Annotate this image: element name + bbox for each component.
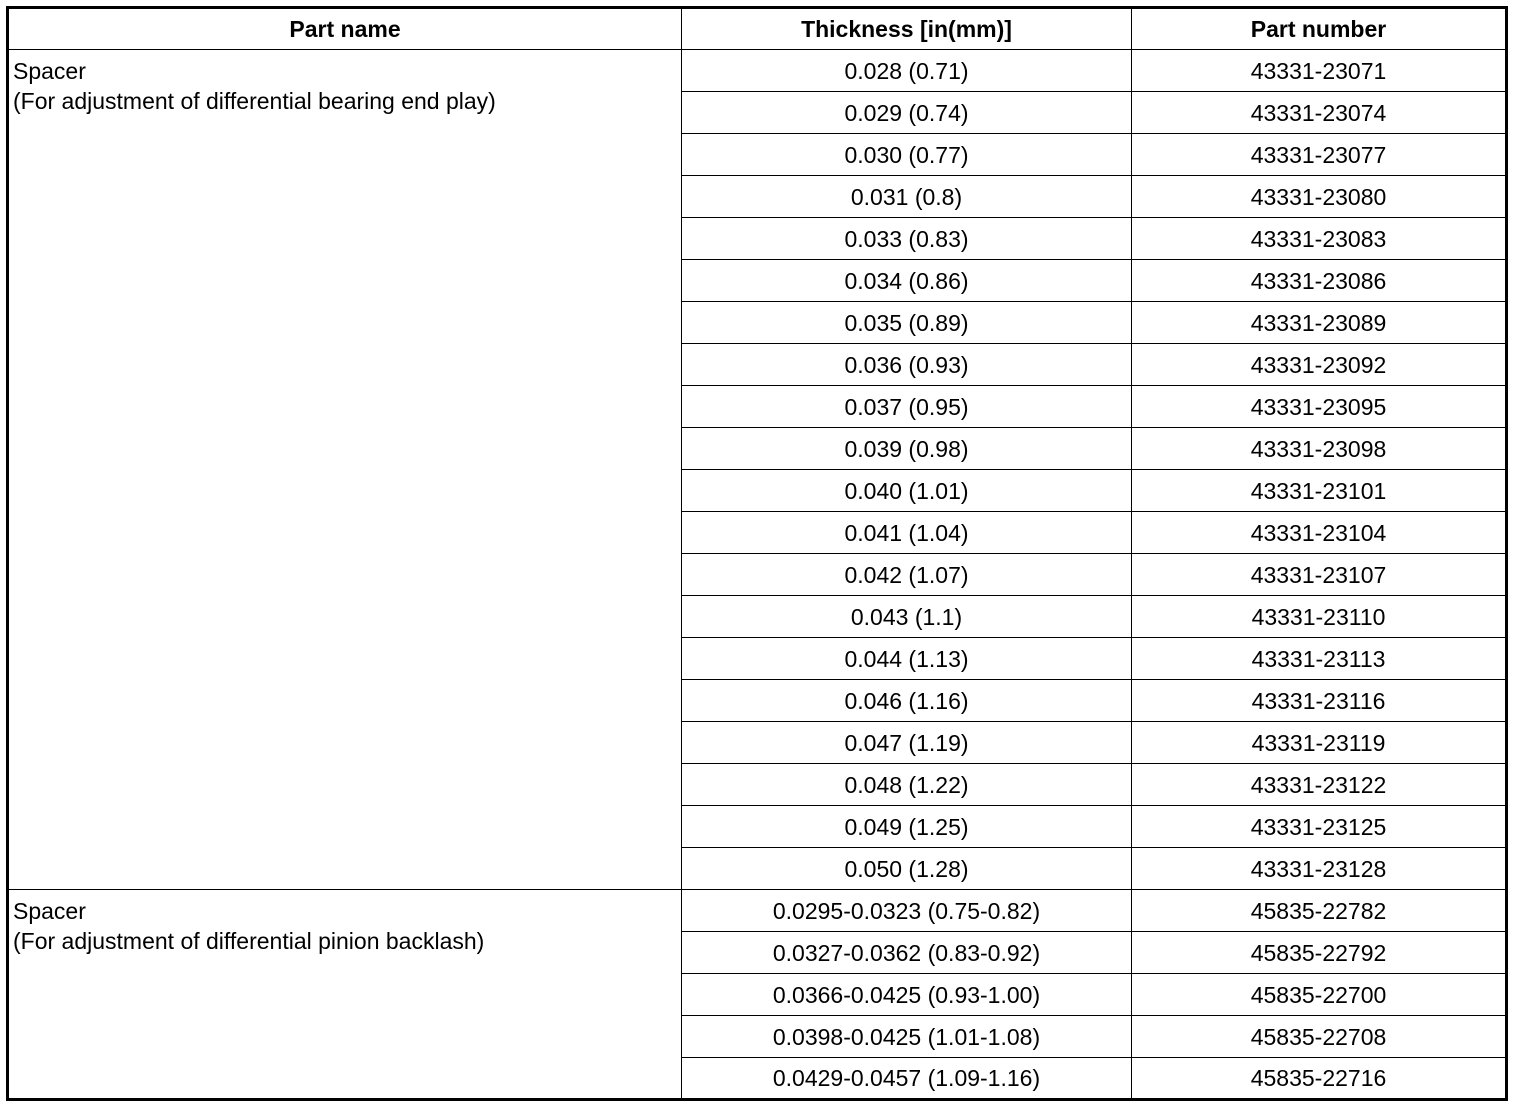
thickness-cell: 0.033 (0.83) [682,218,1132,260]
part-number-cell: 43331-23107 [1132,554,1507,596]
part-number-cell: 43331-23071 [1132,50,1507,92]
thickness-cell: 0.049 (1.25) [682,806,1132,848]
part-number-cell: 43331-23122 [1132,764,1507,806]
thickness-cell: 0.030 (0.77) [682,134,1132,176]
thickness-cell: 0.0429-0.0457 (1.09-1.16) [682,1058,1132,1100]
thickness-cell: 0.037 (0.95) [682,386,1132,428]
part-number-cell: 43331-23128 [1132,848,1507,890]
thickness-cell: 0.031 (0.8) [682,176,1132,218]
part-number-cell: 43331-23113 [1132,638,1507,680]
thickness-cell: 0.041 (1.04) [682,512,1132,554]
header-row [8,8,1507,50]
thickness-cell: 0.039 (0.98) [682,428,1132,470]
thickness-cell: 0.046 (1.16) [682,680,1132,722]
part-number-cell: 45835-22700 [1132,974,1507,1016]
part-number-cell: 43331-23125 [1132,806,1507,848]
thickness-cell: 0.0398-0.0425 (1.01-1.08) [682,1016,1132,1058]
part-number-cell: 43331-23119 [1132,722,1507,764]
part-name: Spacer [13,58,86,84]
part-number-cell: 45835-22716 [1132,1058,1507,1100]
header-part-number: Part number [1132,8,1507,50]
part-number-cell: 45835-22792 [1132,932,1507,974]
thickness-cell: 0.034 (0.86) [682,260,1132,302]
thickness-cell: 0.028 (0.71) [682,50,1132,92]
header-thickness: Thickness [in(mm)] [682,8,1132,50]
thickness-cell: 0.050 (1.28) [682,848,1132,890]
thickness-cell: 0.036 (0.93) [682,344,1132,386]
thickness-cell: 0.047 (1.19) [682,722,1132,764]
header-part-name: Part name [8,8,682,50]
thickness-cell: 0.048 (1.22) [682,764,1132,806]
thickness-cell: 0.0295-0.0323 (0.75-0.82) [682,890,1132,932]
part-number-cell: 43331-23095 [1132,386,1507,428]
part-number-cell: 43331-23110 [1132,596,1507,638]
part-number-cell: 43331-23116 [1132,680,1507,722]
part-name-purpose: (For adjustment of differential pinion backlash) [13,928,485,954]
part-number-cell: 43331-23083 [1132,218,1507,260]
part-number-cell: 43331-23089 [1132,302,1507,344]
parts-table [6,6,1508,1101]
part-number-cell: 43331-23077 [1132,134,1507,176]
thickness-cell: 0.040 (1.01) [682,470,1132,512]
part-number-cell: 45835-22708 [1132,1016,1507,1058]
table-row [8,50,1507,92]
part-number-cell: 43331-23080 [1132,176,1507,218]
part-name-purpose: (For adjustment of differential bearing end play) [13,88,496,114]
part-number-cell: 45835-22782 [1132,890,1507,932]
table-body [8,50,1507,1100]
part-number-cell: 43331-23104 [1132,512,1507,554]
part-number-cell: 43331-23092 [1132,344,1507,386]
thickness-cell: 0.044 (1.13) [682,638,1132,680]
part-number-cell: 43331-23101 [1132,470,1507,512]
part-number-cell: 43331-23086 [1132,260,1507,302]
thickness-cell: 0.042 (1.07) [682,554,1132,596]
part-name: Spacer [13,898,86,924]
part-name-cell [8,890,682,1100]
thickness-cell: 0.0366-0.0425 (0.93-1.00) [682,974,1132,1016]
thickness-cell: 0.043 (1.1) [682,596,1132,638]
thickness-cell: 0.035 (0.89) [682,302,1132,344]
part-number-cell: 43331-23074 [1132,92,1507,134]
part-name-cell [8,50,682,890]
thickness-cell: 0.029 (0.74) [682,92,1132,134]
part-number-cell: 43331-23098 [1132,428,1507,470]
thickness-cell: 0.0327-0.0362 (0.83-0.92) [682,932,1132,974]
table-row [8,890,1507,932]
